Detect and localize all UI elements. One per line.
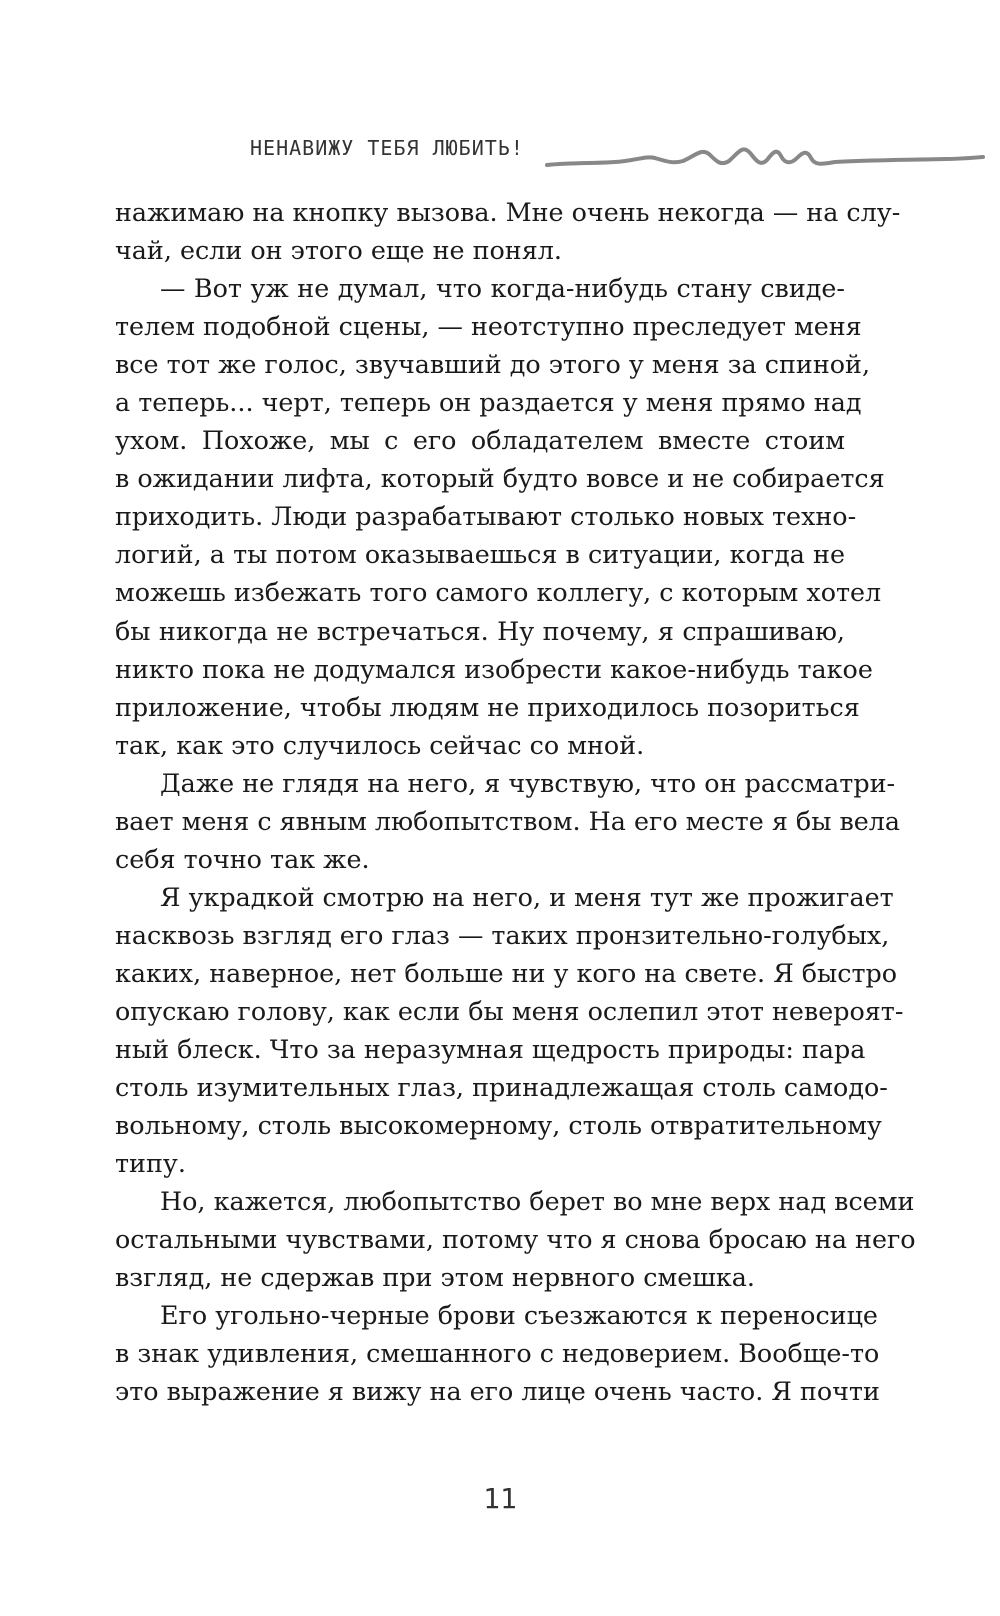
text-line: никто пока не додумался изобрести какое-нибудь такое: [115, 653, 873, 684]
text-line: опускаю голову, как если бы меня ослепил этот невероят-: [115, 995, 904, 1026]
text-line: насквозь взгляд его глаз — таких пронзительно-голубых,: [115, 919, 890, 950]
text-line: приходить. Люди разрабатывают столько новых техно-: [115, 501, 857, 532]
text-line: вольному, столь высокомерному, столь отвратительному: [115, 1110, 882, 1141]
text-line: — Вот уж не думал, что когда-нибудь стану свиде-: [160, 273, 845, 304]
page-number: 11: [483, 1482, 517, 1515]
text-line: столь изумительных глаз, принадлежащая столь самодо-: [115, 1072, 888, 1103]
decorative-squiggle-icon: [545, 128, 985, 178]
body-text: [115, 193, 916, 1411]
text-line: себя точно так же.: [115, 843, 370, 874]
text-line: нажимаю на кнопку вызова. Мне очень некогда — на слу-: [115, 197, 901, 227]
text-line: чай, если он этого еще не понял.: [115, 235, 562, 266]
running-header: [250, 118, 1000, 188]
text-line: взгляд, не сдержав при этом нервного смешка.: [115, 1262, 755, 1293]
text-line: остальными чувствами, потому что я снова бросаю на него: [115, 1224, 916, 1255]
text-line: вает меня с явным любопытством. На его месте я бы вела: [115, 805, 901, 836]
text-line: можешь избежать того самого коллегу, с которым хотел: [115, 577, 882, 608]
text-line: приложение, чтобы людям не приходилось позориться: [115, 691, 860, 722]
text-line: в знак удивления, смешанного с недоверием. Вообще-то: [115, 1338, 880, 1369]
text-line: ухом. Похоже, мы с его обладателем вместе стоим: [115, 425, 845, 456]
text-line: ный блеск. Что за неразумная щедрость природы: пара: [115, 1034, 866, 1065]
text-line: Но, кажется, любопытство берет во мне верх над всеми: [160, 1186, 915, 1217]
header-title: НЕНАВИЖУ ТЕБЯ ЛЮБИТЬ!: [250, 136, 524, 160]
text-line: Его угольно-черные брови съезжаются к переносице: [160, 1300, 878, 1331]
text-line: в ожидании лифта, который будто вовсе и не собирается: [115, 463, 885, 494]
text-line: все тот же голос, звучавший до этого у меня за спиной,: [115, 349, 871, 380]
text-line: а теперь... черт, теперь он раздается у меня прямо над: [115, 387, 862, 418]
text-line: Я украдкой смотрю на него, и меня тут же прожигает: [160, 881, 894, 912]
text-line: Даже не глядя на него, я чувствую, что он рассматри-: [160, 767, 896, 798]
text-line: логий, а ты потом оказываешься в ситуации, когда не: [115, 539, 845, 570]
text-line: телем подобной сцены, — неотступно преследует меня: [115, 311, 862, 342]
text-line: каких, наверное, нет больше ни у кого на свете. Я быстро: [115, 957, 898, 988]
text-line: типу.: [115, 1148, 186, 1179]
text-line: так, как это случилось сейчас со мной.: [115, 729, 645, 760]
text-line: бы никогда не встречаться. Ну почему, я спрашиваю,: [115, 615, 845, 646]
text-line: это выражение я вижу на его лице очень часто. Я почти: [115, 1376, 880, 1407]
